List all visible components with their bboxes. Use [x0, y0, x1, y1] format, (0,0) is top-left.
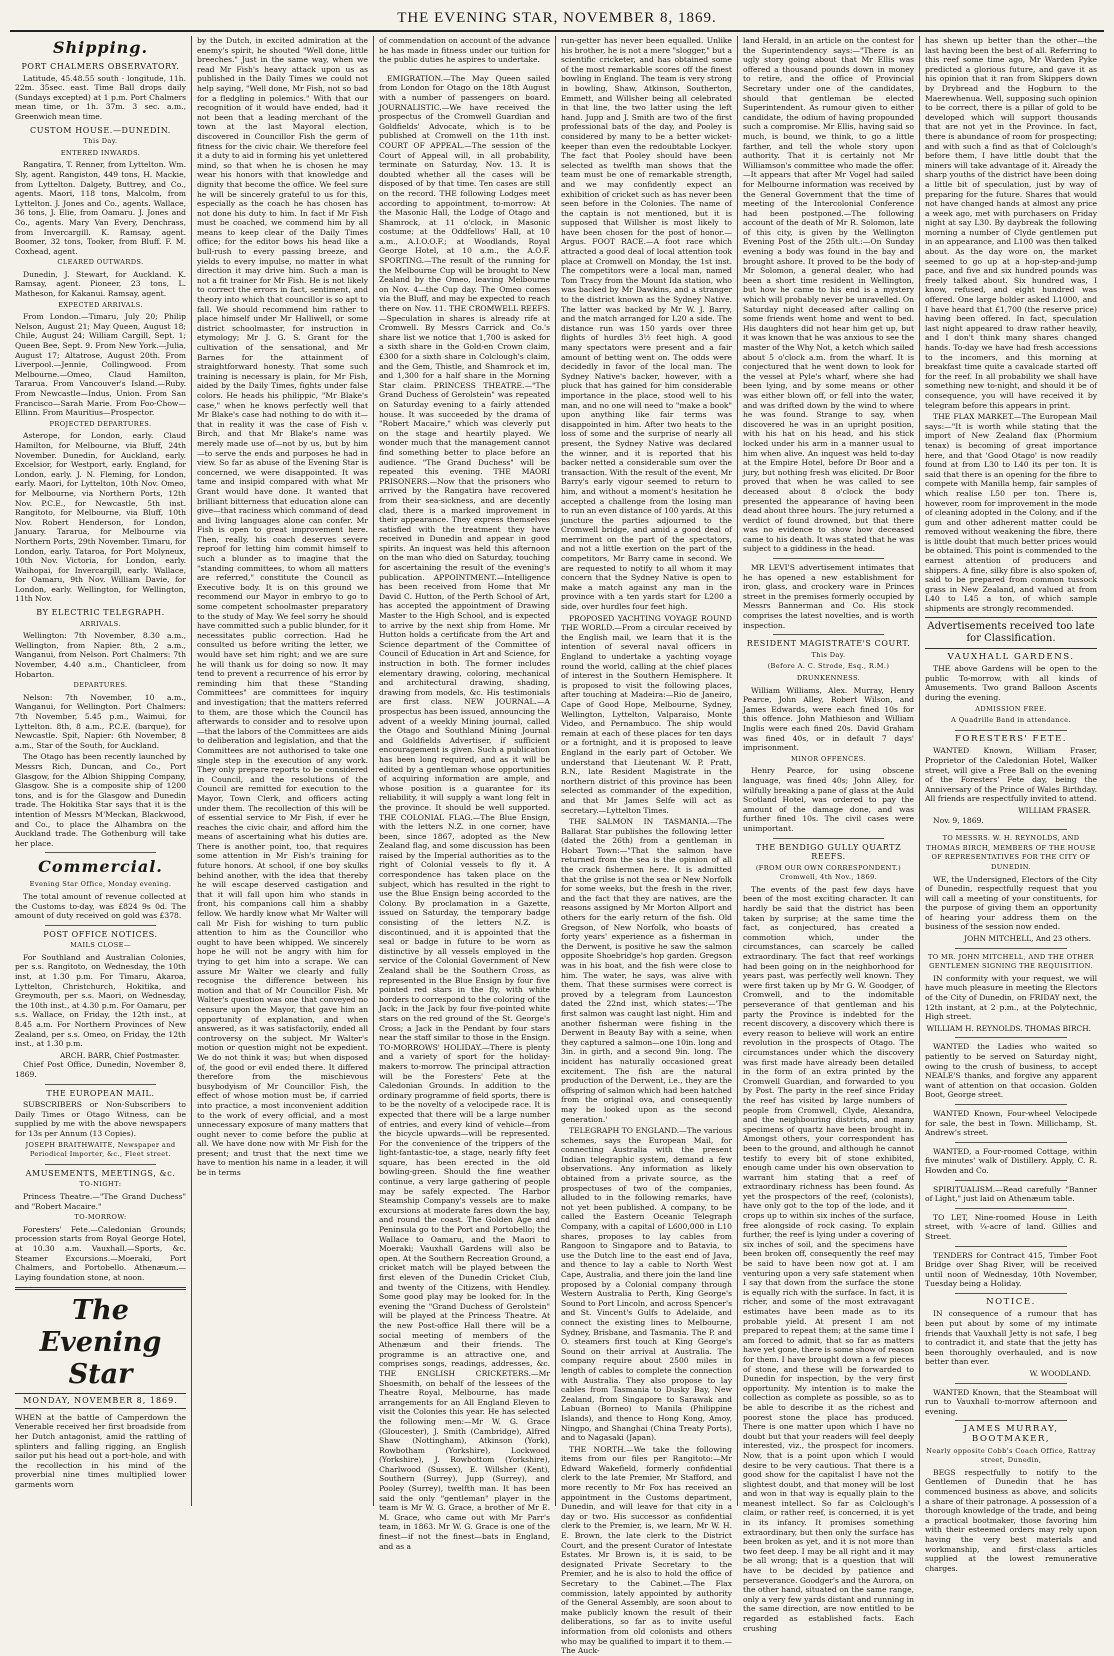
local-news: EMIGRATION.—The May Queen sailed from London for Otago on the 18th August with a number of passengers on board. JOURNALISTIC.—We have received the prospectus of the Cromwell Guardian and Goldfields' Advocate, which is to be published at Cromwell on the 11th inst. COURT OF APPEAL.—The session of the Court of Appeal will, in all probability, terminate on Saturday, Nov. 13. It is doubted whether all the cases will be disposed of by that time. Ten cases are still on the record. THE following Lodges meet according to appointment, to-morrow: At the Masonic Hall, the Lodge of Otago and Shamrock, at 11 o'clock, in Masonic costume; at the Oddfellows' Hall, at 10 a.m., A.I.O.O.F.; at Woodlands, Royal George Hotel, at 10 a.m., the A.O.F. SPORTING.—The result of the running for the Melbourne Cup will be brought to New Zealand by the Omeo, leaving Melbourne on Nov. 4—the Cup day. The Omeo comes via the Bluff, and may be expected to reach there on Nov. 11. THE CROMWELL REEFS.—Speculation in shares is already rife at Cromwell. By Messrs Carrick and Co.'s share list we notice that 1,700 is asked for a sixth share in the Gold-en Crown claim, £300 for a sixth share in Colclough's claim, and the Gem, Thistle, and Shamrock et im, and 1,300 for a half share in the Morning Star claim. PRINCESS THEATRE.—"The Grand Duchess of Gerolstein" was repeated on Saturday evening to a fairly attended house. It was succeeded by the drama of "Robert Macaire," which was cleverly put on the stage and heartily played. We wonder much that the management cannot find something better to place before an audience. "The Grand Duchess" will be repeated this evening. THE MAORI PRISONERS.—Now that the prisoners who arrived by the Rangatira have recovered from their sea-sickness, and are decently clad, there is a marked improvement in their appearance. They express themselves satisfied with the treatment they have received in Dunedin and appear in good spirits. An inquest was held this afternoon on the man who died on Saturday, touching for ascertaining the result of the evening's publication. APPOINTMENT.—Intelligence has been received from Home that Mr David C. Hutton, of the Perth School of Art, has accepted the appointment of Drawing Master to the High School, and is expected to arrive by the next ship from Home. Mr Hutton holds a certificate from the Art and Science department of the Committee of Council of Education in Art and Science, for instruction in both. The former includes elementary drawing, coloring, mechanical and architectural drawing, shading, drawing from models, &c. His testimonials are first class. NEW JOURNAL.—A prospectus has been issued, announcing the advent of a weekly Mining journal, called the Otago and Southland Mining Journal and Goldfields Advertiser, if sufficient encouragement is given. Such a publication has been long required, and as it will be edited by a gentleman whose opportunities of acquiring information are ample, and whose position is a guarantee for its reliability, it will supply a want long felt in the province. It should be well supported. THE COLONIAL FLAG.—The Blue Ensign, with the letters N.Z. in one corner, have been, since 1867, adopted as the New Zealand flag, and some discussion has been raised by the Imperial authorities as to the right of Colonial vessels to fly it. A correspondence has taken place on the subject, which has resulted in the right to use the Blue Ensign being accorded to the Colony. By proclamation in a Gazette, issued on Saturday, the temporary badge consisting of the letters N.Z. is discontinued, and it is appointed that the seal or badge in future to be worn as distinctive by all vessels employed in the service of the Colonial Government of New Zealand shall be the Southern Cross, as represented in the Blue Ensign by four five pointed red stars in the fly, with white borders to correspond to the coloring of the Jack; in the Jack by four five-pointed white stars on the red ground of the St. George's Cross; a Jack in the Pendant by four stars near the staff similar to those in the Ensign. TO-MORROWS' HOLIDAY.—There is plenty and a variety of sport for the holiday-makers to-morrow. The principal attraction will be the Foresters' Fete at the Caledonian Grounds. In addition to the ordinary programme of field sports, there is to be the novelty of a velocipede race. It is expected that there will be a large number of entries, and every kind of vehicle—from the bicycle upwards—will be represented. For the convenience of the trippers of the light-fantastic-toe, a stage, nearly fifty feet square, has been erected in the old bowling-green. Should the fine weather continue, a very large gathering of people may be safely expected. The Harbor Steamship Company's vessels are to make excursions at moderate fares down the bay, and round the coast. The Golden Age and Peninsula go to the Port and Portobello; the Wallace to Oamaru, and the Maori to Moeraki; Vauxhall Gardens will also be open. At the Southern Recreation Ground, a cricket match will be played between the first eleven of the Dunedin Cricket Club, and twenty of the Citizens, with Hendley. Some good play may be looked for. In the evening the "Grand Duchess of Gerolstein" will be played at the Princess Theatre. At the new Post-office Hall there will be a social meeting of members of the Athenæum and their friends. The programme is an attractive one, and comprises songs, readings, addresses, &c. THE ENGLISH CRICKETERS.—Mr Shoesmith, on behalf of the lessees of the Theatre Royal, Melbourne, has made arrangements for an All England Eleven to visit the Colonies this year. He has selected the following men:—Mr W. G. Grace (Gloucester), J. Smith (Cambridge), Alfred Shaw (Nottingham), Atkinson (York), Rowbotham (Yorkshire), Lockwood (Yorkshire), J. Rowbottom (Yorkshire), Charlwood (Sussex), E. Willsher (Kent), Southern (Surrey), Jupp (Surrey), and Pooley (Surrey), twelfth man. It has been said the only "gentleman" player in the team is Mr W. G. Grace, a brother of Mr E. M. Grace, who came out with Mr Parr's team, in 1863. Mr W. G. Grace is one of the finest—if not the finest—bats in England, and as a	[379, 73, 550, 1551]
mitchell-signature: WILLIAM H. REYNOLDS. THOMAS BIRCH.	[926, 1023, 1091, 1033]
column-6	[920, 36, 1102, 1573]
wanted-ad-3: WANTED, a Four-roomed Cottage, within five minutes' walk of Distillery. Apply, C. R. Howden and Co.	[925, 1146, 1097, 1175]
divider	[955, 1208, 1067, 1209]
salmon-article	[561, 817, 732, 1124]
mitchell-text: IN conformity with your request, we will have much pleasure in meeting the Electors of the City of Dunedin, on FRIDAY next, the 12th instant, at 2 p.m., at the Polytechnic, High street.	[925, 973, 1097, 1022]
mitchell-heading: TO MR. JOHN MITCHELL, AND THE OTHER GENTLEMEN SIGNING THE REQUISITION.	[927, 952, 1095, 971]
to-let-ad: TO LET, Nine-roomed House in Leith street, with ¼-acre of land. Gillies and Street.	[925, 1212, 1097, 1241]
minor-offences-text: Henry Pearce, for using obscene language, was fined 40s; John Alley, for wilfully breaking a pane of glass at the Auld Scotland Hotel, was ordered to pay the amount of the damage done, and was further fined 10s. The civil cases were unimportant.	[743, 766, 914, 833]
divider	[955, 1293, 1067, 1294]
divider	[773, 634, 884, 635]
leader-continued: by the Dutch, in excited admiration at the enemy's spirit, he shouted "Well done, little breeches." Just in the same way, when we read Mr Fish's heavy attack upon us as published in the Daily Times we could not help saying, "Well done, Mr Fish, not so bad for a fledgling in polemics." With that our recognition of it would have ended, had it not been that a leading merchant of the town at the last Mayoral election, discovered in Councillor Fish the germ of fitness for the civic chair. We therefore feel it a duty to aid in forming his yet unlettered mind, so that when he is chosen he may wear his honors with that knowledge and dignity that become the office. We feel sure he will be sincerely grateful to us for this, especially as the coach he has chosen has not done his duty to him. In fact if Mr Fish must be coached, we commend him by all means to keep clear of the Daily Times office; for the editor bows his head like a bull-rush to every passing breeze, and yields to every impulse, no matter in what direction it may drive him. Such a man is not a fit trainer for Mr Fish. He is not likely to correct the errors in fact, sentiment, and theory into which that councillor is so apt to fall. We should recommend him rather to place himself under Mr Halliwell, or some district schoolmaster, for instruction in etymology; Mr J. G. S. Grant for the cultivation of the sensational, and Mr Barnes for the attainment of straightforward honesty. That some such training is necessary is plain, for Mr Fish, aided by the Daily Times, fights under false colors. He heads his philippic, "Mr Blake's case," when he knows perfectly well that Mr Blake's case had nothing to do with it—that in reality it was the case of Fish v. Birch, and that Mr Blake's name was merely made use of—not by us, but by him—to serve the ends and purposes he had in view. So far as abuse of the Evening Star is concerned, we were disappointed. It was tame and insipid compared with what Mr Grant would have done. It wanted that brilliant bitterness that education alone can give—that raciness which command of dead and living languages alone can confer. Mr Fish is open to great improvement here. Then, really, his coach deserves severe reproof for letting him commit himself to such a blunder as to imagine that the "standing committees, to whom all matters are referred," constitute the Council as Executive body. It is on this ground we recommend our Mayor in embryo to go to some competent schoolmaster preparatory to the study of May. We feel sorry he should have committed such a public blunder, for it necessitates public correction. Had he consulted us before writing the letter, we would have set him right; and we are sure he will thank us for doing so now. It may tend to prevent a recurrence of his error by reminding him that these "Standing Committees" are committees for inquiry and investigation; that the matters referred to them, are those which the Council has afterwards to consider and to resolve upon—that the labors of the Committees are aids to deliberation and legislation, and that the Committees are not authorised to take one single step in the execution of any work. They only prepare reports to be considered in Council, and the resolutions of the Council are remitted for execution to the Mayor, Town Clerk, and officers acting under them. The recollection of this will be of essential service to Mr Fish, if ever he reaches the civic chair, and afford him the means of ascertaining what his duties are. There is another point, too, that requires some attention in Mr Fish's training for future honors. At school, if one boy skulks behind another, with the idea that thereby he will escape deserved castigation and that it will fall upon him who stands in front, his companions call him a shabby fellow. We hardly know what Mr Walter will call Mr Fish for wishing to turn public attention to him as the Councillor who ought to have been whipped. We sincerely hope he will not be angry with him for trying to get him into a scrape. We can assure Mr Walter we clearly and fully recognise the difference between his motion and that of Mr Councillor Fish. Mr Walter's question was one that conveyed no censure upon the Mayor, that gave him an opportunity of explanation, and when answered, as it was satisfactorily, ended all controversy on the subject. Mr Walter's motion or question might not be expedient. We do not think it was; but when disposed of, the good or evil ended there. It differed therefore from the mischievous busybodyism of Mr Councillor Fish, the effect of whose motion must be, if carried into practice, a most inconvenient addition to the work of every official, and a most unnecessary exposure of many matters that ought never to come before the public at all. We have done now with Mr Fish for the present; and trust that the next time we have to mention his name in a leader, it will be in terms	[197, 36, 368, 1178]
bendigo-subheading: (FROM OUR OWN CORRESPONDENT.) Cromwell, 4th Nov., 1869.	[755, 863, 902, 882]
reynolds-heading: TO MESSRS. W. H. REYNOLDS, AND THOMAS BIRCH, MEMBERS OF THE HOUSE OF REPRESENTATIVES FOR THE CITY OF DUNEDIN.	[926, 834, 1096, 871]
north-continued: land Herald, in an article on the contest for the Superintendency says:—"There is an ugly story going about that Mr Ellis was offered a thousand pounds down in money to retire, and the office of Provincial Secretary under one of the candidates, should that gentleman be elected Superintendent. As rumour given to either candidate, the odium of having propounded such a compromise. Mr Ellis, having said so much, is bound, we think, to go a little farther, and tell the whole story upon authority. That it is certainly not Mr Williamson's committee who made the offer.—It appears that after Mr Vogel had sailed for Melbourne information was received by the General Government that the time of meeting of the Intercolonial Conference had been postponed.—The following account of the death of Mr R. Solomon, late of this city, is given by the Wellington Evening Post of the 25th ult.:—On Sunday evening a body was found in the bay and brought ashore. It proved to be the body of Mr Solomon, a general dealer, who had been a short time resident in Wellington, but how he came to his end is a mystery which will probably never be unravelled. On Saturday night deceased after calling on some friends went home and went to bed. His daughters did not hear him get up, but it was known that he was anxious to see the master of the Why Not, a ketch which sailed about 5 o'clock a.m. from the wharf. It is conjectured that he went down to look for the vessel at Pyle's wharf, where she had been lying, and by some means or other was either blown off, or fell into the water, and was drifted down by the wind to where he was found. Strange to say, when discovered he was in an upright position, with his hat on his head, and his stick locked under his arm in a manner usual to him when alive. An inquest was held to-day at the Empire Hotel, before Dr Boor and a jury, but nothing fresh was elicited. Dr Boor proved that when he was called to see deceased about 8 o'clock the body presented the appearance of having been dead about three hours. The jury returned a verdict of found drowned, but that there was no evidence to show how deceased came to his death. It was stated that he was subject to a giddiness in the head.	[743, 36, 915, 554]
drunkenness-text: William Williams, Alex. Murray, Henry Pearce, John Alley, Robert Wilson, and James Edwards, were each fined 10s for this offence. John Mathieson and William Inglis were each fined 20s. David Graham was fined 40s, or in default 7 days' imprisonment.	[743, 685, 914, 753]
divider	[955, 1420, 1067, 1421]
divider	[955, 1104, 1067, 1105]
post-office-text: For Southland and Australian Colonies, per s.s. Rangitoto, on Wednesday, the 10th inst, at 1.30 p.m. For Timaru, Akaroa, Lyttelton, Christchurch, Hokitika, and Greymouth, per s.s. Maori, on Wednesday, the 10th inst., at 4.30 p.m. For Oamaru, per s.s. Wallace, on Friday, the 12th inst., at 8.45 a.m. For Northern Provinces of New Zealand, per s.s. Omeo, on Friday, the 12th inst., at 1.30 p.m.	[15, 952, 186, 1049]
entered-text: Rangatira, T. Renner, from Lyttelton. Wm. Sly, agent. Rangiston, 449 tons, H. Mackie, from Lyttelton. Dalgety, Buttrey, and Co., agents. Maori, 118 tons, Malcolm, from Lyttelton. J. Jones and Co., agents. Wallace, 36 tons, J. Elie, from Oamaru. J. Jones and Co., agents. Mary Van Every, Denchrass, from Invercargill. K. Ramsay, agent. Boomer, 32 tons, Tooker, from Bluff. F. M. Coxhead, agent.	[15, 160, 186, 256]
divider	[955, 1142, 1067, 1143]
fete-date: Nov. 9, 1869.	[933, 815, 984, 825]
tonight-label: TO-NIGHT:	[79, 1180, 122, 1189]
tomorrow-label: TO-MORROW:	[74, 1213, 127, 1222]
dateline: MONDAY, NOVEMBER 8, 1869.	[15, 1393, 186, 1409]
european-mail-text: SUBSCRIBERS or Non-Subscribers to Daily Times or Otago Witness, can be supplied by me with the above newspapers for 13s per Annum (13 Copies).	[15, 1100, 186, 1138]
leader-text: WHEN at the battle of Camperdown the Venerable received her first broadside from her Dutch antagonist, amid the rattling of splinters and falling rigging, an English sailor put his head out a port-hole, and with the recollection in his mind of the proverbial nine times multiplied lower garments worn	[15, 1412, 186, 1490]
telegraph-heading: BY ELECTRIC TELEGRAPH.	[36, 608, 165, 618]
expected-text: From London.—Timaru, July 20; Philip Nelson, August 21; May Queen, August 18; Chile, August 24; William Cargill, Sept. 1; Queen Bee, Sept. 9. From New York.—Julia, August 17; Altatrose, August 20th. From Liverpool.—Jennie, Collingwood. From Melbourne.—Omeo, Claud Hamilton, Tararua. From Vancouver's Island.—Ruby. From Newcastle—Indus, Union. From San Francisco—Sarah Marie. From Foo-Chow—Ellinn. From Mauritius—Prospector.	[15, 312, 186, 418]
column-4	[556, 36, 738, 1656]
commercial-office: Evening Star Office, Monday evening.	[29, 880, 172, 889]
notice-text: IN consequence of a rumour that has been put about by some of my intimate friends that Vauxhall Jetty is not safe, I beg to contradict it, and state that the jetty has been thoroughly overhauled, and is now better than ever.	[925, 1309, 1097, 1367]
column-1	[10, 36, 192, 1506]
divider	[409, 69, 520, 70]
vauxhall-heading: VAUXHALL GARDENS.	[947, 651, 1075, 662]
wanted-ad-1: WANTED the Ladies who waited so patiently to be served on Saturday night, owing to the crush of business, to accept NEALE'S thanks, and forgive any apparent want of attention on that occasion. Golden Boot, George street.	[925, 1042, 1097, 1100]
projected-text: Asterope, for London, early. Claud Hamilton, for Melbourne, via Bluff, 24th November. Dunedin, for Auckland, early. Excelsior, for Westport, early. England, for London, early. J. N. Fleming, for London, early. Maori, for Lyttelton, 10th Nov. Omeo, for Melbourne, via Northern Ports, 12th Nov. P.C.E., for Newcastle, 5th inst. Rangitoto, for Melbourne, via Bluff, 10th Nov. Robert Henderson, for London, January. Tararua, for Melbourne via Northern Ports, 29th November. Timaru, for London, early. Tataroa, for Port Molyneux, 10th Nov. Victoria, for London, early. Waihopai, for Invercargill, early. Wallace, for Oamaru, 9th Nov. William Davie, for London, early. Wellington, for Wellington, 11th Nov.	[15, 431, 186, 604]
double-rule	[15, 1287, 186, 1290]
divider	[45, 925, 156, 926]
mails-close-label: MAILS CLOSE—	[70, 941, 131, 950]
projected-heading: PROJECTED DEPARTURES.	[49, 419, 152, 428]
minor-offences-heading: MINOR OFFENCES.	[791, 754, 866, 763]
court-day: This Day.	[811, 650, 846, 659]
notice-heading: NOTICE.	[986, 1296, 1036, 1307]
entered-heading: ENTERED INWARDS.	[60, 148, 141, 157]
telegraph-article: TELEGRAPH TO ENGLAND.—The various schemes, says the European Mail, for connecting Australia with the present Indian telegraphic system, demand a few observations. Any information as likely obtained from a private source, as the prospectuses of two of the companies, alluded to in the following remarks, have not yet been published. A company, to be called the Eastern Oceanic Telegraph Company, with a capital of L600,000 in L10 shares, proposes to lay cables from Rangoon to Singapore and to Batavia, to use the Dutch line to the east end of Java, and thence to lay a cable to North West Cape, Australia, and there join the land line proposed by a Colonial company through Western Australia to Perth, King George's Sound to Port Lincoln, and across Spencer's and St. Vincent's Gulfs to Adelaide, and connect the existing lines to Melbourne, Sydney, Brisbane, and Tasmania. The P. and O. steamers first touch at King George's Sound on their arrival at Australia. The company require about 2500 miles in length of cables to complete the connection with Australia. They also propose to lay cables from Tasmania to Dusky Bay, New Zealand, from Singapore to Sarawak and Labuan (Borneo) to Manila (Philippine Islands), and thence to Hong Kong, Amoy, Ningpo, and Shanghai (China Treaty Ports), and to Nagasaki (Japan).	[561, 1126, 732, 1443]
fete-signature: WILLIAM FRASER.	[1018, 805, 1091, 815]
post-office-date: Chief Post Office, Dunedin, November 8, 1869.	[15, 1060, 186, 1079]
departures-heading: DEPARTURES.	[73, 681, 128, 690]
yachting-heading: PROPOSED YACHTING VOYAGE ROUND THE WORLD.	[561, 613, 732, 633]
column-3	[374, 36, 556, 1551]
wanted-ad-2: WANTED Known, Four-wheel Velocipede for sale, the best in Town. Millichamp, St. Andrew's street.	[925, 1108, 1097, 1138]
spiritualism-ad: SPIRITUALISM.—Read carefully "Banner of Light," just laid on Athenæum table.	[925, 1184, 1097, 1204]
late-ads-heading: Advertisements received too late for Classification.	[925, 617, 1097, 649]
levi-notice: MR LEVI'S advertisement intimates that he has opened a new establishment for iron, glass, and crockery ware in Princes street in the premises formerly occupied by Messrs Bannerman and Co. His stock comprises the latest novelties, and is worth inspection.	[743, 563, 914, 630]
column-5	[738, 36, 920, 1633]
expected-heading: EXPECTED ARRIVALS.	[58, 300, 143, 309]
arrivals-heading: ARRIVALS.	[80, 619, 121, 628]
divider	[45, 852, 156, 853]
drunkenness-heading: DRUNKENNESS.	[796, 674, 861, 682]
divider	[955, 730, 1067, 731]
observatory-heading: PORT CHALMERS OBSERVATORY.	[21, 62, 180, 71]
page-masthead: THE EVENING STAR, NOVEMBER 8, 1869.	[10, 6, 1104, 32]
amusements-heading: AMUSEMENTS, MEETINGS, &c.	[25, 1168, 176, 1178]
arrivals-text: Wellington: 7th November, 8.30 a.m., Wellington, from Napier. 8th, 2 a.m., Wanganui, from Nelson. Port Chalmers: 7th November, 4.40 a.m., Chanticleer, from Hobarton.	[15, 631, 186, 679]
divider	[773, 838, 884, 839]
column-2	[192, 36, 374, 1506]
steamboat-ad: WANTED Known, that the Steamboat will run to Vauxhall to-morrow afternoon and evening.	[925, 1387, 1097, 1416]
divider	[45, 1084, 156, 1085]
newspaper-flag: The Evening Star	[39, 1295, 162, 1391]
murray-text: BEGS respectfully to notify to the Gentlemen of Dunedin that he has commenced business as above, and solicits a share of their patronage. A possession of a thorough knowledge of the trade, and being a practical bootmaker, those favoring him with their esteemed orders may rely upon having the very best materials and workmanship, and first-class articles supplied at the lowest remunerative charges.	[925, 1467, 1097, 1573]
bendigo-text: The events of the past few days have been of the most exciting character. It can hardly be said that the district has been taken by surprise; at the same time the fact, as conjectured, has created a commotion which, under the circumstances, can scarcely be called extraordinary. The fact that reef workings had been going on in the neighborhood for years past, was perfectly well known. They were first taken up by Mr G. W. Goodger, of Cromwell, and to the indomitable perseverance of that gentleman and his party the Province is indebted for the recent discovery, a discovery which there is every reason to believe will work an entire revolution in the prospects of Otago. The circumstances under which the discovery was first made have already been detailed in the form of an extra printed by the Cromwell Guardian, and forwarded to you by Post. The party in the reef since Friday the reef has visited by large numbers of people from Cromwell, Clyde, Alexandra, and the neighbouring districts, and many specimens of quartz have been brought in. Amongst others, your correspondent has been to the ground, and although he cannot testify to every bit of stone exhibited, enough came under his own observation to warrant him stating that a reef of extraordinary richness has been found. As yet the prospectors of the reef, (colonists), have only got to the top of the lode, and it crops up to within six inches of the surface, free alongside of rock casing. To explain further, the reef is lying under a covering of six inches of soil, and the specimens have been broken off, consequently the reef may be said to have been now got at. I am venturing upon a very safe statement when I say that down from the surface the stone is equally rich with the surface. In fact, it is richer, and some of the most extravagant estimates have been made as to its probable yield. At present I am not prepared to repeat them; at the same time I am forced to admit, that so far as matters have yet gone, there is some show of reason for them. I have brought down a few pieces of stone, and these will be forwarded to Dunedin for inspection, by the very first opportunity. My intention is to make the collection as complete as possible, so as to be able to describe it as the richest and poorest stone the place has produced. There is one matter upon which I have no doubt but that your readers will feel deeply interested, viz., the prospect for incomers. Now, that is a point upon which I would desire to be very cautious. That there is a good show for the capitalist I have not the slightest doubt, and that money will be lost and won in that way is equally plain to the meanest intellect. So far as Colclough's claim, or rather reef, is concerned, it is yet in its infancy. It promises something extraordinary, but then only the surface has been broken as yet, and it is not more than two feet deep. I may be all right and it may be all wrong; that is a question that will have to be decided by patience and perseverance. Goodger's and the Aurora, on the other hand, situated on the same range, only a very few yards distant and running in the same direction, are now entitled to be regarded as established facts. Each crushing	[743, 884, 914, 1633]
divider	[45, 1164, 156, 1165]
salmon-text: —The Ballarat Star publishes the following letter (dated the 26th) from a gentleman in Hobart Town:—"That the salmon have returned from the sea is the opinion of all the crack fishermen here. It is admitted that the grilse is not the sea or New Norfolk for some weeks, but the fresh in the river, and the fact that they are natives, are the reasons assigned by Mr Morton Allport and others for the early return of the fish. Old Gregson, of New Norfolk, who boasts of forty years' experience as a fisherman in the Derwent, is positive he saw the salmon opposite Shoebridge's hop garden. Gregson was in his boat, and the fish were close to him. The water, he says, was alive with them. That these surmises were correct is proved by a telegram from Launceston dated the 22nd inst, which states:—'The first salmon was caught last night. Him and another fisherman were fishing in the Derwent in Beauty Bay with a seine, when they captured a salmon—one 10in. long and 3in. in girth, and a second 9in. long. The incident has naturally occasioned great excitement. The fish are the natural production of the Derwent, i.e., they are the offspring of salmon which had been hatched from the original ova, and consequently may be looked upon as the second generation.'	[561, 817, 732, 1124]
vauxhall-band: A Quadrille Band in attendance.	[951, 716, 1071, 725]
european-mail-heading: THE EUROPEAN MAIL.	[46, 1088, 155, 1098]
salmon-heading: THE SALMON IN TASMANIA.	[569, 817, 710, 827]
divider	[955, 948, 1067, 949]
bendigo-heading: THE BENDIGO GULLY QUARTZ REEFS.	[755, 842, 902, 862]
cleared-heading: CLEARED OUTWARDS.	[57, 258, 144, 267]
commercial-heading: Commercial.	[38, 857, 163, 877]
amusements-tonight: Princess Theatre.—"The Grand Duchess" and "Robert Macaire."	[15, 1191, 186, 1211]
bendigo-continued: has shewn up better than the other—the last having been the best of all. Referring to this reef some time ago, Mr Warden Pyke predicted a glorious future, and gave it as his opinion that it ran from Skippers down by Drybread and the Hogburn to the Maerewhenua. Well, supposing such opinion to be correct, there is a pillar of gold to be developed which will support thousands that are not yet in the Province. In fact, there is abundance of room for prospecting; and with such a find as that of Colclough's before them, I have little doubt that the miners will take advantage of it. Already the sharp youths of the district have been doing a little bit of speculation, just by way of preparing for the future. Shares that would not have changed hands at almost any price a week ago, met with purchasers on Friday night at say L30. By daybreak the following morning a number of Clyde gentlemen put in an appearance, and L100 was then talked about. As the day wore on, the market seemed to go up at a hop-step-and-jump pace, and five and six hundred pounds was freely talked about. Six hundred was, I know, refused, and eight hundred was offered. One large holder asked L1000, and I have heard that £1,700 (the reserve price) having been offered. In fact, speculation last night appeared to draw rather heavily, and I don't think many shares changed hands. To-day we have had fresh accessions to the incomers, and this morning at breakfast time quite a cavalcade started off for the reef. In all probability we shall have something new to-night, and should it be of consequence, you will have received it by telegram before this appears in print.	[925, 36, 1097, 410]
divider	[955, 829, 1067, 830]
leader-ending: of commendation on account of the advance he has made in fitness under our tuition for the public duties he aspires to undertake.	[379, 36, 550, 65]
departures-text: Nelson: 7th November, 10 a.m., Wanganui, for Wellington. Port Chalmers: 7th November, 5.45 p.m., Waimui, for Lyttelton. 8th, 8 a.m., P.C.E. (barque), for Newcastle. Spit, Napier: 6th November, 8 a.m., Star of the South, for Auckland.	[15, 692, 186, 750]
reynolds-signature: JOHN MITCHELL, And 23 others.	[964, 934, 1091, 944]
divider	[955, 1383, 1067, 1384]
this-day-label: This Day.	[83, 137, 118, 146]
tenders-ad: TENDERS for Contract 415, Timber Foot Bridge over Shag River, will be received until noon of Wednesday, 10th November, Tuesday being a Holiday.	[925, 1250, 1097, 1289]
vauxhall-text: THE above Gardens will be open to the public To-morrow, with all kinds of Amusements. Two grand Balloon Ascents during the evening.	[925, 664, 1097, 702]
court-before: (Before A. C. Strode, Esq., R.M.)	[767, 662, 890, 671]
shipping-heading: Shipping.	[52, 38, 149, 57]
divider	[955, 1246, 1067, 1247]
amusements-tomorrow: Foresters' Fete.—Caledonian Grounds; procession starts from Royal George Hotel, at 10.30 a.m. Vauxhall.—Sports, &c. Steamer Excursions.—Moeraki, Port Chalmers, and Portobello. Athenæum.—Laying foundation stone, at noon.	[15, 1224, 186, 1282]
yachting-article	[561, 614, 732, 815]
flax-market: THE FLAX MARKET.—The European Mail says:—"It is worth while stating that the import of New Zealand flax (Phormium tenax) is becoming of great importance here, and that 'Good Otago' is now readily found at from L30 to L40 its per ton. It is said that there is an opening for the fibre to compete with Manilla hemp, fair samples of which realise L50 per ton. There is, however, room for improvement in the mode of cleaning adopted in the Colony, and if the gum and other adherent matter could be removed without weakening the fibre, there is little doubt that much better prices would be obtained. This point is commended to the earnest attention of producers and shippers. A fine, silky fibre is also spoken of, said to be prepared from common tussock grass in New Zealand, and valued at from L40 to L45 a ton, of which sample shipments are strongly recommended.	[925, 412, 1097, 614]
reynolds-text: WE, the Undersigned, Electors of the City of Dunedin, respectfully request that you will call a meeting of your constituents, for the purpose of giving them an opportunity of hearing your address them on the business of the session now ended.	[925, 874, 1097, 932]
divider	[773, 558, 884, 559]
court-heading: RESIDENT MAGISTRATE'S COURT.	[746, 639, 911, 649]
murray-heading: JAMES MURRAY, BOOTMAKER,	[963, 1424, 1059, 1444]
divider	[955, 1180, 1067, 1181]
newspaper-page	[10, 6, 1104, 1656]
observatory-text: Latitude, 45.48.55 south · longitude, 11h. 22m. 35sec. east. Time Ball drops daily (Sundays excepted) at 1 p.m. Port Chalmers mean time, or 1h. 37m. 3 sec. a.m., Greenwich mean time.	[15, 73, 186, 121]
vauxhall-admission: ADMISSION FREE.	[975, 704, 1047, 713]
customs-heading: CUSTOM HOUSE.—DUNEDIN.	[30, 125, 171, 135]
fete-heading: FORESTERS' FETE.	[954, 733, 1068, 744]
european-mail-signature: JOSEPH BRAITHWAITE, Newspaper and Periodical Importer, &c., Fleet street.	[25, 1140, 176, 1159]
cleared-text: Dunedin, J. Stewart, for Auckland. K. Ramsay, agent. Pioneer, 23 tons, L. Matheson, for Kakanui. Ramsay, agent.	[15, 269, 186, 299]
yachting-text: —From a circular received by the English mail, we learn that it is the intention of several naval officers in England to undertake a yachting voyage round the world, calling at the chief places of interest in the Southern Hemisphere. It is proposed to visit the following places, after touching at Madeira:—Rio de Janeiro, Cape of Good Hope, Melbourne, Sydney, Wellington, Lyttelton, Valparaiso, Monte Video, and Pernambuco. The ship would remain at each of these places for ten days or a fortnight, and it is proposed to leave England in the early part of October. We understand that Lieutenant W. P. Pratt, R.N., late Resident Magistrate in the northern district of this province has been selected as commander of the expedition, and that Mr James Selfe will act as secretary.—Lyttelton Times.	[561, 623, 732, 815]
otago-text: The Otago has been recently launched by Messrs Rich, Duncan, and Co., Port Glasgow, for the Albion Shipping Company, Glasgow. She is a composite ship of 1200 tons, and is for the Glasgow and Dunedin trade. The Hokitika Star says that it is the intention of Messrs M'Meckan, Blackwood, and Co., to place the Alhambra on the Auckland trade. The Gothenburg will take her place.	[15, 752, 186, 848]
post-office-heading: POST OFFICE NOTICES.	[43, 929, 158, 939]
post-office-signature: ARCH. BARR, Chief Postmaster.	[59, 1050, 180, 1060]
murray-address: Nearly opposite Cobb's Coach Office, Rattray street, Dunedin,	[926, 1446, 1096, 1465]
fete-text: WANTED Known, William Fraser, Proprietor of the Caledonian Hotel, Walker street, will give a Free Ball on the evening of the Foresters' Fete day, being the Anniversary of the Prince of Wales Birthday. All friends are respectfully invited to attend.	[925, 746, 1097, 804]
column-container	[10, 36, 1104, 1656]
commercial-text: The total amount of revenue collected at the Customs to-day, was £824 9s 0d. The amount of duty received on gold was £378.	[15, 891, 186, 921]
notice-signature: W. WOODLAND.	[1029, 1369, 1091, 1379]
north-article: THE NORTH.—We take the following items from our files per Rangitoto:—Mr Edward Wakefield, formerly confidential clerk to the late Premier, Mr Stafford, and more recently to Mr Fox has received an appointment in the Customs department, Dunedin, and will leave for that city in a day or two. His successor as confidential clerk to the Premier, is, we learn, Mr W. H. E. Brown, the late clerk to the District Court, and the present Curator of Intestate Estates. Mr Brown is, it is said, to be designated Private Secretary to the Premier, and he is also to hold the office of Secretary to the Cabinet.—The Flax commission, lately appointed by authority of the General Assembly, are soon about to make publicly known the result of their deliberations, so far as to invite useful information from old colonists and others who may be qualified to impart it to them.—The Auck-	[561, 1444, 732, 1656]
divider	[955, 1037, 1067, 1038]
cricket-continued: run-getter has never been equalled. Unlike his brother, he is not a mere "slogger," but a scientific cricketer, and has obtained some of the most remarkable scores off the finest bowling in England. The team is very strong in bowling, Shaw, Atkinson, Southerton, Emmett, and Willsher being all celebrated in that line, the two latter using the left hand. Jupp and J. Smith are two of the first professional bats of the day, and Pooley is considered by many to be a better wicket-keeper than even the redoubtable Lockyer. The fact that Pooley should have been selected as twelfth man shows that the team must be one of remarkable strength, and we may confidently expect an exhibition of cricket such as has never been seen before in the Colonies. The name of the captain is not mentioned, but it is supposed that Willsher is most likely to have been chosen for the post of honor.—Argus. FOOT RACE.—A foot race which attracted a good deal of local attention took place at Cromwell on Monday, the 1st inst. The competitors were a local man, named Tom Tracy from the Mount Ida station, who was backed by Mr Dawkins, and a stranger to the district known as the Sydney Native. The latter was backed by Mr W. J. Barry, and the match arranged for L20 a side. The distance run was 150 yards over three flights of hurdles 3½ feet high. A good many spectators were present and a fair amount of betting went on. The odds were decidedly in favor of the local man. The Sydney Native's backer, however, with a pluck that has gained for him considerable importance in the place, stood well to his man, and no one will need to "make a book" upon anything like fair terms was disappointed in him. After two heats to the loss of some and the surprise of nearly all present, the Sydney Native was declared the winner, and it is reported that his backer netted a considerable sum over the transaction. With the result of the event, Mr Barry's early vigour seemed to return to him, and without a moment's hesitation he accepted a challenge from the losing man to run an even distance of 100 yards. At this juncture the parties adjourned to the Cromwell bridge, and amid a good deal of merriment on the part of the spectators, and not a little exertion on the part of the competitors, Mr Barry came in second. We are requested to notify to all whom it may concern that the Sydney Native is open to make a match against any man in the province with a ten yards start for L200 a side, over hurdles four feet high.	[561, 36, 732, 612]
